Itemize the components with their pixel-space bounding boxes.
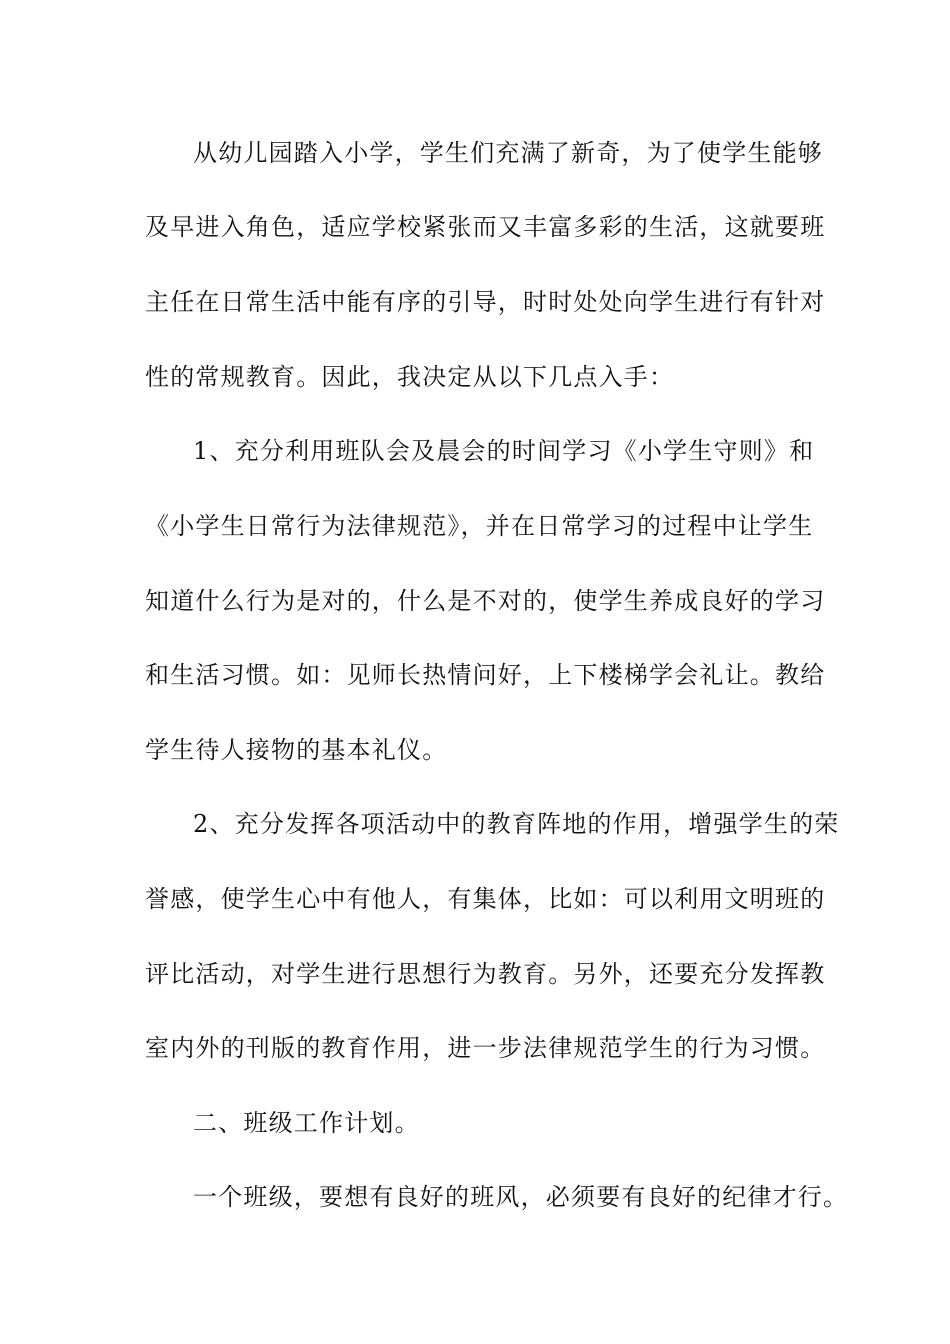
text-line: 知道什么行为是对的，什么是不对的，使学生养成良好的学习 [145, 587, 826, 615]
text-line: 及早进入角色，适应学校紧张而又丰富多彩的生活，这就要班 [145, 213, 826, 241]
text-line: 评比活动，对学生进行思想行为教育。另外，还要充分发挥教 [145, 960, 826, 988]
text-line: 从幼儿园踏入小学，学生们充满了新奇，为了使学生能够 [193, 139, 823, 167]
text-line: 性的常规教育。因此，我决定从以下几点入手： [145, 363, 675, 391]
section-heading: 二、班级工作计划。 [193, 1109, 420, 1137]
text-line: 室内外的刊版的教育作用，进一步法律规范学生的行为习惯。 [145, 1034, 826, 1062]
text-line: 一个班级，要想有良好的班风，必须要有良好的纪律才行。 [193, 1183, 849, 1211]
text-line: 和生活习惯。如：见师长热情问好，上下楼梯学会礼让。教给 [145, 661, 826, 689]
text-line: 学生待人接物的基本礼仪。 [145, 736, 448, 764]
text-line: 主任在日常生活中能有序的引导，时时处处向学生进行有针对 [145, 288, 826, 316]
text-line: 2、充分发挥各项活动中的教育阵地的作用，增强学生的荣 [193, 810, 840, 838]
text-line: 誉感，使学生心中有他人，有集体，比如：可以利用文明班的 [145, 885, 826, 913]
text-line: 1、充分利用班队会及晨会的时间学习《小学生守则》和 [193, 437, 815, 465]
text-line: 《小学生日常行为法律规范》，并在日常学习的过程中让学生 [145, 512, 814, 540]
